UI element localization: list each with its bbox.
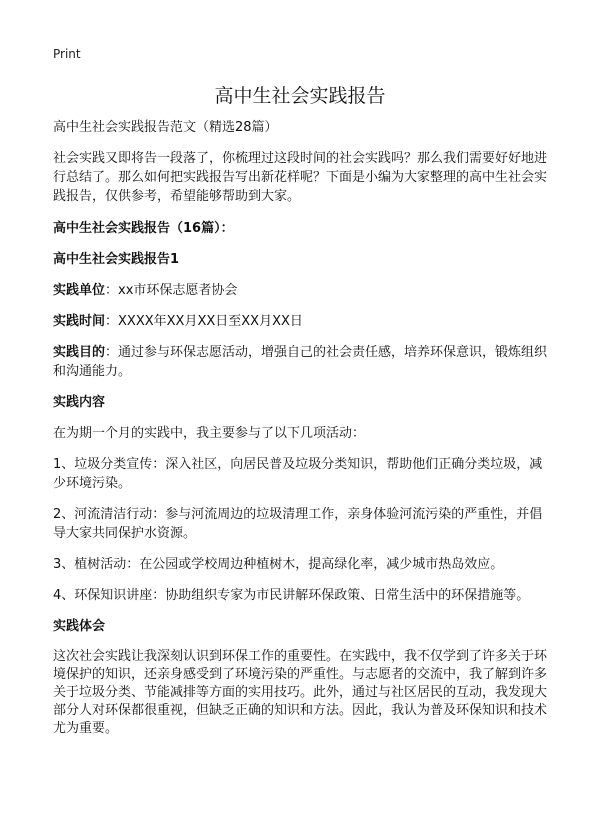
content-heading: 实践内容 — [53, 395, 106, 410]
subtitle: 高中生社会实践报告范文（精选28篇） — [53, 120, 278, 135]
practice-time-value: XXXX年XX月XX日至XX月XX日 — [118, 314, 303, 329]
practice-purpose — [53, 343, 550, 381]
section-heading: 高中生社会实践报告（16篇）： — [53, 221, 234, 236]
intro-paragraph: 社会实践又即将告一段落了，你梳理过这段时间的社会实践吗？那么我们需要好好地进行总结了。那么如何把实践报告写出新花样呢？下面是小编为大家整理的高中生社会实践报告，仅供参考，希望能够帮助到大家。 — [53, 151, 548, 204]
activity-item: 1、垃圾分类宣传：深入社区，向居民普及垃圾分类知识，帮助他们正确分类垃圾，减少环境污染。 — [53, 457, 543, 491]
practice-time-separator: ： — [105, 314, 119, 329]
practice-time-label: 实践时间 — [53, 314, 106, 329]
article-body — [53, 118, 550, 750]
print-link[interactable]: Print — [53, 47, 81, 61]
activity-item: 3、植树活动：在公园或学校周边种植树木，提高绿化率，减少城市热岛效应。 — [53, 557, 504, 572]
reflection-heading: 实践体会 — [53, 619, 106, 634]
practice-time — [53, 312, 550, 331]
practice-purpose-value: 通过参与环保志愿活动，增强自己的社会责任感，培养环保意识，锻炼组织和沟通能力。 — [53, 345, 548, 379]
activity-item: 4、环保知识讲座：协助组织专家为市民讲解环保政策、日常生活中的环保措施等。 — [53, 588, 530, 603]
page-title: 高中生社会实践报告 — [214, 85, 386, 107]
report-heading: 高中生社会实践报告1 — [53, 252, 180, 267]
practice-unit-label: 实践单位 — [53, 283, 106, 298]
content-intro: 在为期一个月的实践中，我主要参与了以下几项活动： — [53, 426, 366, 441]
reflection-paragraph: 这次社会实践让我深刻认识到环保工作的重要性。在实践中，我不仅学到了许多关于环境保护的知识，还亲身感受到了环境污染的严重性。与志愿者的交流中，我了解到许多关于垃圾分类、节能减排等方面的实用技巧。此外，通过与社区居民的互动，我发现大部分人对环保都很重视，但缺乏正确的知识和方法。因此，我认为普及环保知识和技术尤为重要。 — [53, 649, 548, 736]
practice-purpose-separator: ： — [105, 345, 119, 360]
practice-unit-separator: ： — [105, 283, 119, 298]
practice-unit-value: xx市环保志愿者协会 — [118, 283, 238, 298]
activity-item: 2、河流清洁行动：参与河流周边的垃圾清理工作，亲身体验河流污染的严重性，并倡导大家共同保护水资源。 — [53, 507, 543, 541]
practice-purpose-label: 实践目的 — [53, 345, 106, 360]
practice-unit — [53, 281, 550, 300]
